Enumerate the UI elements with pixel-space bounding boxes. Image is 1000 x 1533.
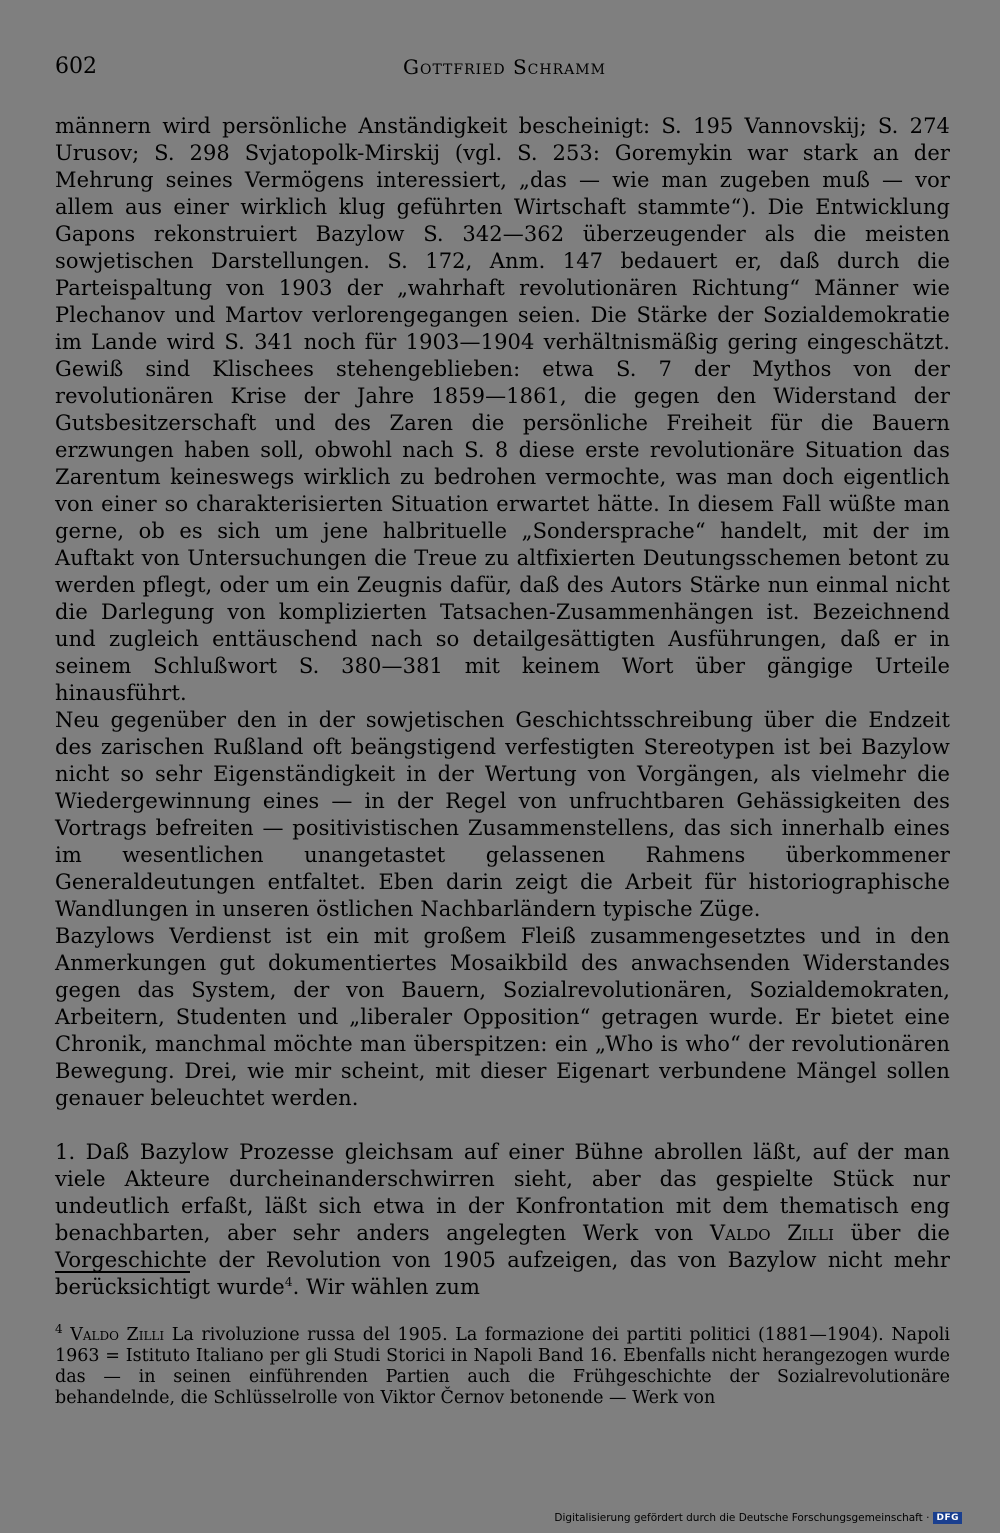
- paragraph-text: . Wir wählen zum: [292, 1275, 481, 1299]
- page-number: 602: [55, 54, 97, 79]
- footnote-text: La rivoluzione russa del 1905. La formazione dei partiti politici (1881—1904). Napoli 1963 = Istituto Italiano per gli Studi Storici in Napoli Band 16. Ebenfalls nicht herangezogen wurde das — in seinen einführenden Partien auch die Frühgeschichte der Sozialrevolutionäre behandelnde, die Schlüsselrolle von Viktor Černov betonende — Werk von: [55, 1325, 951, 1408]
- digitization-credit: [554, 1512, 962, 1524]
- paragraph: [55, 1139, 950, 1301]
- paragraph: männern wird persönliche Anständigkeit bescheinigt: S. 195 Vannovskij; S. 274 Urusov; S. 298 Svjatopolk-Mirskij (vgl. S. 253: Goremykin war stark an der Mehrung seines Vermögens interessiert, „das — wie man zugeben muß — vor allem aus einer wirklich klug geführten Wirtschaft stammte“). Die Entwicklung Gapons rekonstruiert Bazylow S. 342—362 überzeugender als die meisten sowjetischen Darstellungen. S. 172, Anm. 147 bedauert er, daß durch die Parteispaltung von 1903 der „wahrhaft revolutionären Richtung“ Männer wie Plechanov und Martov verlorengegangen seien. Die Stärke der Sozialdemokratie im Lande wird S. 341 noch für 1903—1904 verhältnismäßig gering eingeschätzt. Gewiß sind Klischees stehengeblieben: etwa S. 7 der Mythos von der revolutionären Krise der Jahre 1859—1861, die gegen den Widerstand der Gutsbesitzerschaft und des Zaren die persönliche Freiheit für die Bauern erzwungen haben soll, obwohl nach S. 8 diese erste revolutionäre Situation das Zarentum keineswegs wirklich zu bedrohen vermochte, was man doch eigentlich von einer so charakterisierten Situation erwartet hätte. In diesem Fall wüßte man gerne, ob es sich um jene halbrituelle „Sondersprache“ handelt, mit der im Auftakt von Untersuchungen die Treue zu altfixierten Deutungsschemen betont zu werden pflegt, oder um ein Zeugnis dafür, daß des Autors Stärke nun einmal nicht die Darlegung von komplizierten Tatsachen-Zusammenhängen ist. Bezeichnend und zugleich enttäuschend nach so detailgesättigten Ausführungen, daß er in seinem Schlußwort S. 380—381 mit keinem Wort über gängige Urteile hinausführt.: [55, 114, 950, 705]
- paragraph: Bazylows Verdienst ist ein mit großem Fleiß zusammengesetztes und in den Anmerkungen gut dokumentiertes Mosaikbild des anwachsenden Widerstandes gegen das System, der von Bauern, Sozialrevolutionären, Sozialdemokraten, Arbeitern, Studenten und „liberaler Opposition“ getragen wurde. Er bietet eine Chronik, manchmal möchte man überspitzen: ein „Who is who“ der revolutionären Bewegung. Drei, wie mir scheint, mit dieser Eigenart verbundene Mängel sollen genauer beleuchtet werden.: [55, 924, 950, 1110]
- footnote-author: Valdo Zilli: [70, 1325, 165, 1345]
- footnote-marker: 4: [55, 1322, 63, 1337]
- footnote-rule: [55, 1271, 190, 1273]
- paragraph-text: 1. Daß Bazylow Prozesse gleichsam auf einer Bühne abrollen läßt, auf der man viele Akteure durcheinanderschwirren sieht, aber das gespielte Stück nur undeutlich erfaßt, läßt sich etwa in der Konfrontation mit dem thematisch eng benachbarten, aber sehr anders angelegten Werk von: [55, 1140, 950, 1245]
- author-name: Valdo Zilli: [709, 1221, 835, 1245]
- body-text: [55, 113, 950, 1301]
- paragraph-text: über die Vorgeschichte der Revolution von 1905 aufzeigen, das von Bazylow nicht mehr berücksichtigt wurde: [55, 1221, 950, 1299]
- paragraph: Neu gegenüber den in der sowjetischen Geschichtsschreibung über die Endzeit des zarischen Rußland oft beängstigend verfestigten Stereotypen ist bei Bazylow nicht so sehr Eigenständigkeit in der Wertung von Vorgängen, als vielmehr die Wiedergewinnung eines — in der Regel von unfruchtbaren Gehässigkeiten des Vortrags befreiten — positivistischen Zusammenstellens, das sich innerhalb eines im wesentlichen unangetastet gelassenen Rahmens überkommener Generaldeutungen entfaltet. Eben darin zeigt die Arbeit für historiographische Wandlungen in unseren östlichen Nachbarländern typische Züge.: [55, 708, 950, 921]
- footnote: [55, 1322, 951, 1409]
- credit-text: Digitalisierung gefördert durch die Deutsche Forschungsgemeinschaft ·: [554, 1512, 930, 1524]
- dfg-logo: DFG: [933, 1512, 962, 1524]
- running-head: Gottfried Schramm: [403, 55, 606, 79]
- footnote-reference[interactable]: 4: [284, 1275, 293, 1289]
